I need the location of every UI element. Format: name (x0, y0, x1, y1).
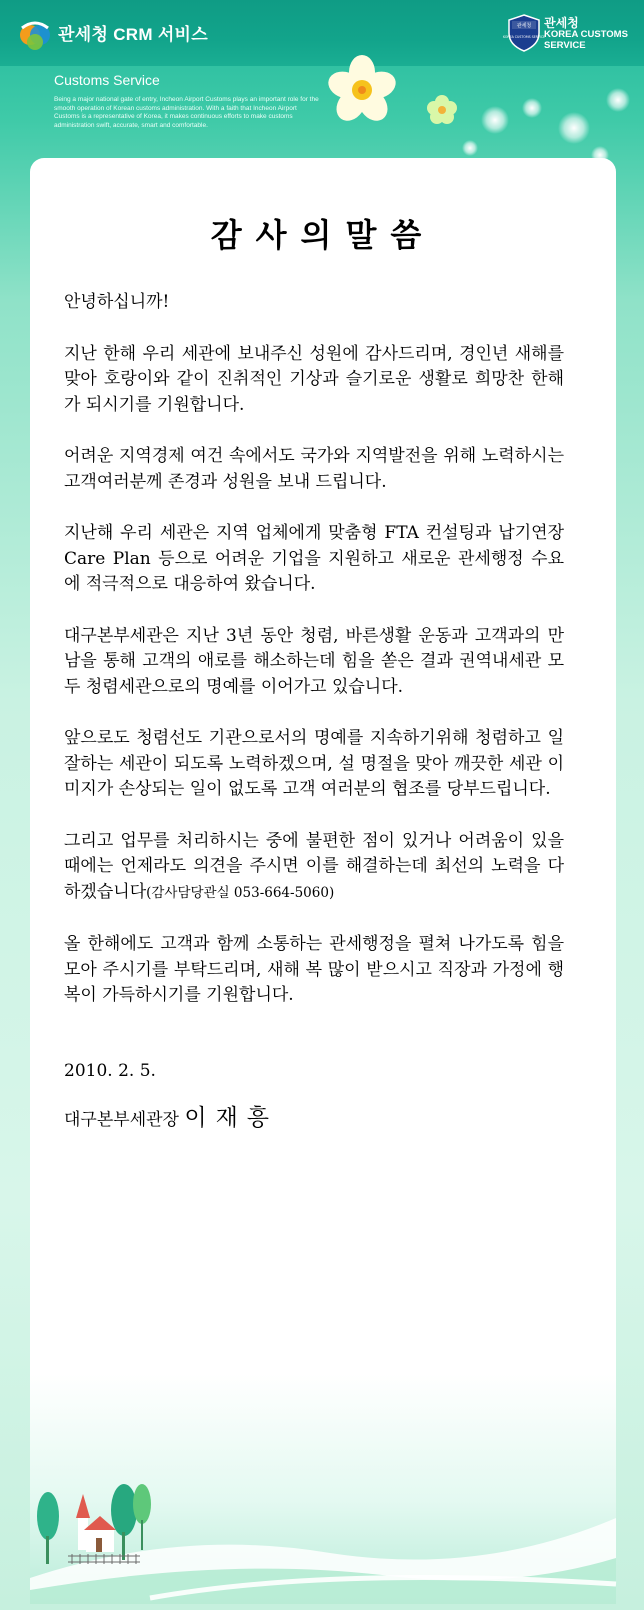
letter-paragraph-6-text: 그리고 업무를 처리하시는 중에 불편한 점이 있거나 어려움이 있을 때에는 언제라도 의견을 주시면 이를 해결하는데 최선의 노력을 다하겠습니다 (64, 830, 564, 902)
small-flower-icon (427, 95, 457, 124)
tree-icon (37, 1492, 59, 1564)
church-icon (76, 1494, 116, 1552)
tree-icon (133, 1484, 151, 1550)
signature-title: 대구본부세관장 (64, 1110, 179, 1130)
letter-paragraph-4: 대구본부세관은 지난 3년 동안 청렴, 바른생활 운동과 고객과의 만남을 통해 고객의 애로를 해소하는데 힘을 쏟은 결과 권역내세관 모두 청렴세관으로의 명예를 이어가고 있습니다. (64, 625, 564, 697)
letter-signature (64, 1106, 564, 1134)
letter-paragraph-2: 어려운 지역경제 여건 속에서도 국가와 지역발전을 위해 노력하시는 고객여러분께 존경과 성원을 보내 드립니다. (64, 446, 564, 492)
customs-shield-icon (502, 14, 546, 52)
signature-name: 이재흥 (184, 1105, 279, 1131)
kcs-english-name (544, 29, 644, 51)
letter-title: 감사의말씀 (210, 216, 436, 254)
letter-date: 2010. 2. 5. (64, 1060, 156, 1081)
brand-title: 관세청 CRM 서비스 (58, 25, 208, 44)
crm-logo-icon (18, 18, 52, 50)
hero-title: Customs Service (54, 72, 160, 88)
kcs-english-line-1: KOREA CUSTOMS (544, 29, 628, 40)
tree-icon (111, 1484, 137, 1560)
hero-description: Being a major national gate of entry, Incheon Airport Customs plays an important role for the smooth operation of Korean customs administration. With a faith that Incheon Airport Customs is a representative of Korea, it makes continuous efforts to make customs administration swift, accurate, smart and comfortable. (54, 96, 319, 129)
letter-paragraph-5: 앞으로도 청렴선도 기관으로서의 명예를 지속하기위해 청렴하고 일 잘하는 세관이 되도록 노력하겠으며, 설 명절을 맞아 깨끗한 세관 이미지가 손상되는 일이 없도록 고객 여러분의 협조를 당부드립니다. (64, 728, 564, 799)
letter-paragraph-1: 지난 한해 우리 세관에 보내주신 성원에 감사드리며, 경인년 새해를 맞아 호랑이와 같이 진취적인 기상과 슬기로운 생활로 희망찬 한해가 되시기를 기원합니다. (64, 343, 564, 415)
big-flower-icon (325, 55, 399, 126)
letter-greeting: 안녕하십니까! (64, 292, 170, 312)
contact-info: (감사담당관실 053-664-5060) (146, 884, 335, 901)
shield-label-kr: 관세청 (516, 23, 532, 29)
kcs-english-line-2: SERVICE (544, 40, 586, 51)
header-bar (0, 0, 644, 66)
sparkle-icon (522, 98, 542, 118)
sparkle-icon (606, 88, 630, 112)
sparkle-icon (462, 140, 478, 156)
kcs-korean-name: 관세청 (544, 16, 579, 30)
sparkle-icon (558, 112, 590, 144)
sparkle-icon (481, 106, 509, 134)
letter-paragraph-3: 지난해 우리 세관은 지역 업체에게 맞춤형 FTA 컨설팅과 납기연장 Care Plan 등으로 어려운 기업을 지원하고 새로운 관세행정 수요에 적극적으로 대응하여 왔습니다. (64, 523, 564, 594)
letter-paragraph-7: 올 한해에도 고객과 함께 소통하는 관세행정을 펼쳐 나가도록 힘을 모아 주시기를 부탁드리며, 새해 복 많이 받으시고 직장과 가정에 행복이 가득하시기를 기원합니다. (64, 934, 564, 1005)
letter-body (64, 290, 564, 1134)
bottom-scene-decoration (30, 1458, 616, 1604)
letter-paragraph-6 (64, 829, 564, 907)
shield-label-en: KOREA CUSTOMS SERVICE (502, 35, 546, 39)
